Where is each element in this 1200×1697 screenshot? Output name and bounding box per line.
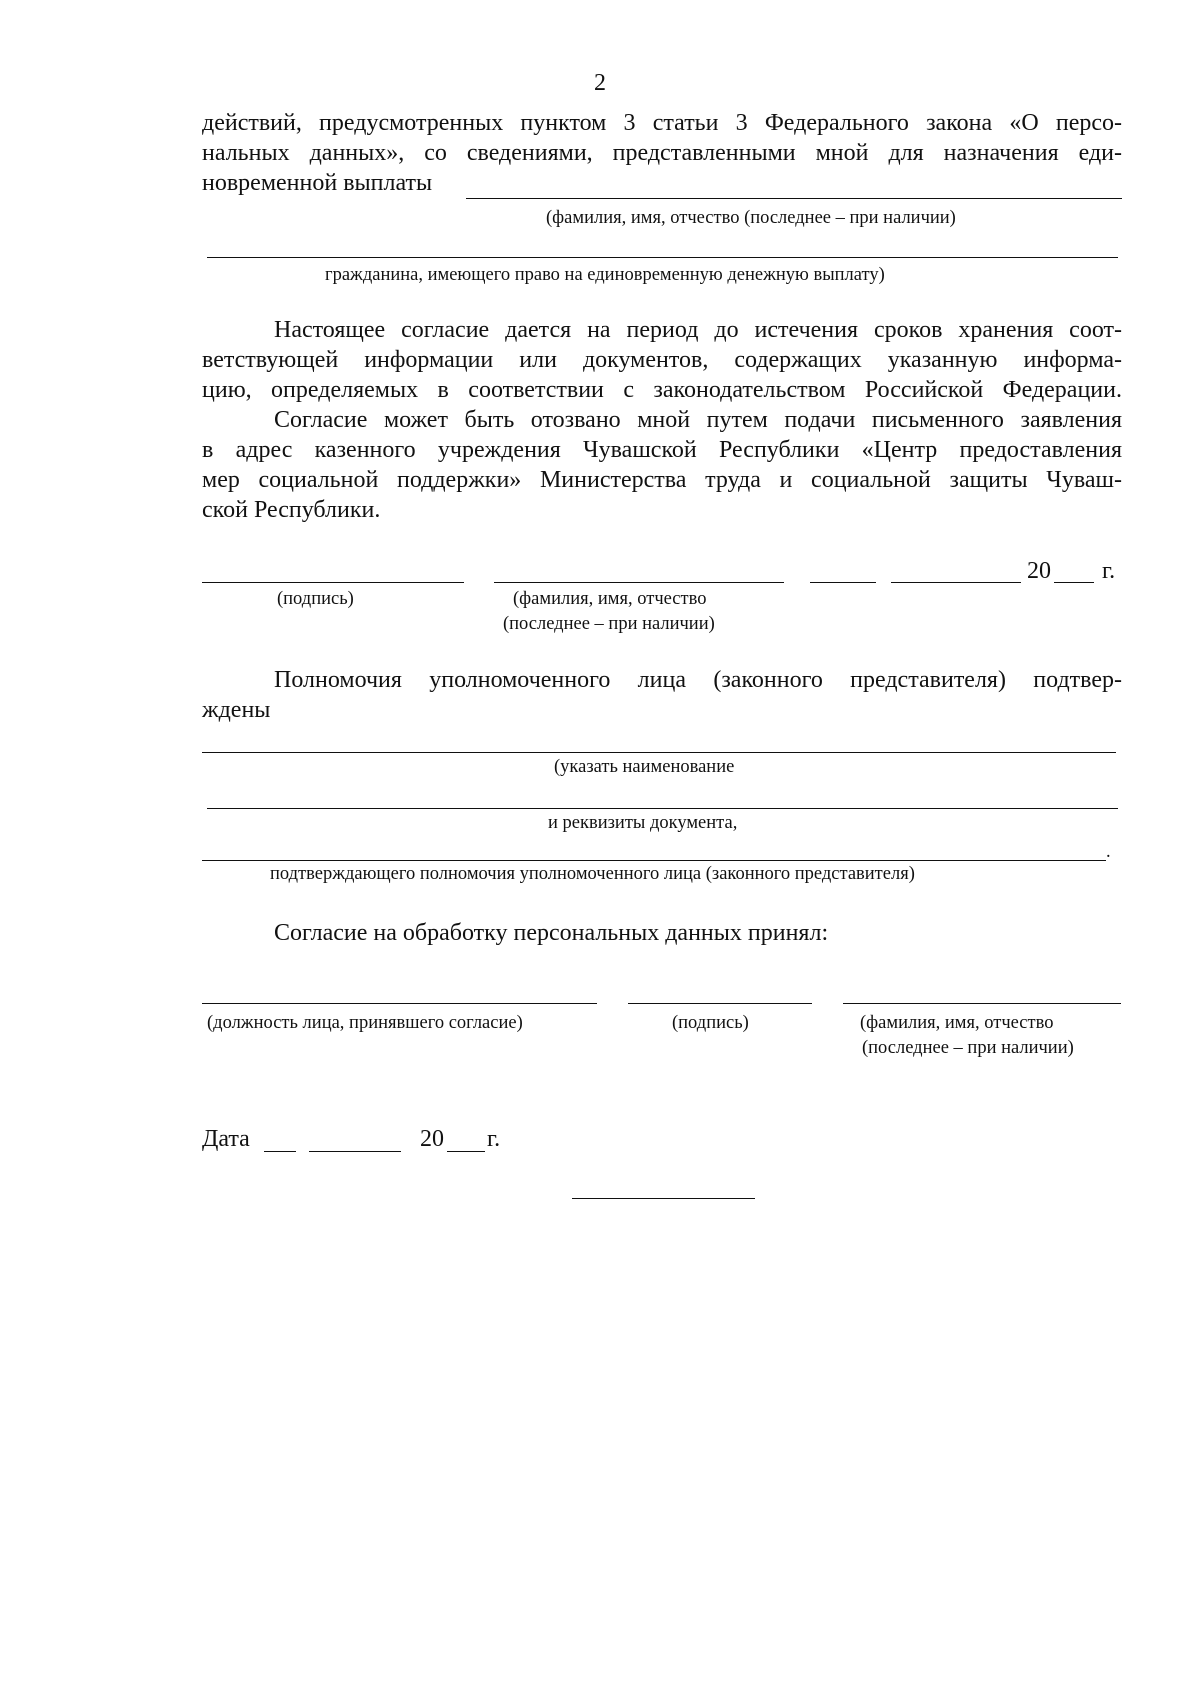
name-caption-1: (фамилия, имя, отчество <box>513 589 707 609</box>
month-line[interactable] <box>891 582 1021 583</box>
name-line[interactable] <box>494 582 784 583</box>
signature-caption: (подпись) <box>277 589 354 609</box>
date-label: Дата <box>202 1126 250 1152</box>
acceptor-signature-caption: (подпись) <box>672 1013 749 1033</box>
signature-line[interactable] <box>202 582 464 583</box>
year-suffix: г. <box>1102 558 1116 584</box>
revoke-line-2: в адрес казенного учреждения Чувашской Республики «Центр предоставления <box>202 437 1122 463</box>
name-caption: (фамилия, имя, отчество (последнее – при наличии) <box>546 208 956 228</box>
date-year-line[interactable] <box>447 1151 485 1152</box>
document-name-caption: (указать наименование <box>554 757 735 777</box>
acceptor-name-line[interactable] <box>843 1003 1121 1004</box>
date-year-suffix: г. <box>487 1126 501 1152</box>
acceptor-name-caption-1: (фамилия, имя, отчество <box>860 1013 1054 1033</box>
intro-line-3: новременной выплаты <box>202 170 433 196</box>
name-caption-2: (последнее – при наличии) <box>503 614 715 634</box>
position-caption: (должность лица, принявшего согласие) <box>207 1013 523 1033</box>
document-confirm-caption: подтверждающего полномочия уполномоченного лица (законного представителя) <box>270 864 915 884</box>
recipient-name-line[interactable] <box>466 198 1122 199</box>
document-details-line[interactable] <box>207 808 1118 809</box>
acceptor-name-caption-2: (последнее – при наличии) <box>862 1038 1074 1058</box>
revoke-line-3: мер социальной поддержки» Министерства труда и социальной защиты Чуваш- <box>202 467 1122 493</box>
date-year-prefix: 20 <box>420 1126 444 1152</box>
intro-line-2: нальных данных», со сведениями, представленными мной для назначения еди- <box>202 140 1122 166</box>
revoke-line-1: Согласие может быть отозвано мной путем подачи письменного заявления <box>274 407 1122 433</box>
date-month-line[interactable] <box>309 1151 401 1152</box>
recipient-name-line-2[interactable] <box>207 257 1118 258</box>
document-confirm-line[interactable] <box>202 860 1106 861</box>
intro-line-1: действий, предусмотренных пунктом 3 статьи 3 Федерального закона «О персо- <box>202 110 1122 136</box>
period-line-1: Настоящее согласие дается на период до истечения сроков хранения соот- <box>274 317 1122 343</box>
year-prefix: 20 <box>1027 558 1051 584</box>
revoke-line-4: ской Республики. <box>202 497 381 523</box>
closing-separator <box>572 1198 755 1199</box>
document-details-caption: и реквизиты документа, <box>548 813 738 833</box>
date-day-line[interactable] <box>264 1151 296 1152</box>
period-line-3: цию, определяемых в соответствии с законодательством Российской Федерации. <box>202 377 1122 403</box>
year-line[interactable] <box>1054 582 1094 583</box>
acceptance-title: Согласие на обработку персональных данных принял: <box>274 920 829 946</box>
acceptor-signature-line[interactable] <box>628 1003 812 1004</box>
authority-line-1: Полномочия уполномоченного лица (законного представителя) подтвер- <box>274 667 1122 693</box>
citizen-caption: гражданина, имеющего право на единовременную денежную выплату) <box>325 265 885 285</box>
line-end-period: . <box>1106 842 1111 862</box>
period-line-2: ветствующей информации или документов, содержащих указанную информа- <box>202 347 1122 373</box>
day-line[interactable] <box>810 582 876 583</box>
position-line[interactable] <box>202 1003 597 1004</box>
document-name-line[interactable] <box>202 752 1116 753</box>
page-number: 2 <box>594 70 606 96</box>
authority-line-2: ждены <box>202 697 271 723</box>
